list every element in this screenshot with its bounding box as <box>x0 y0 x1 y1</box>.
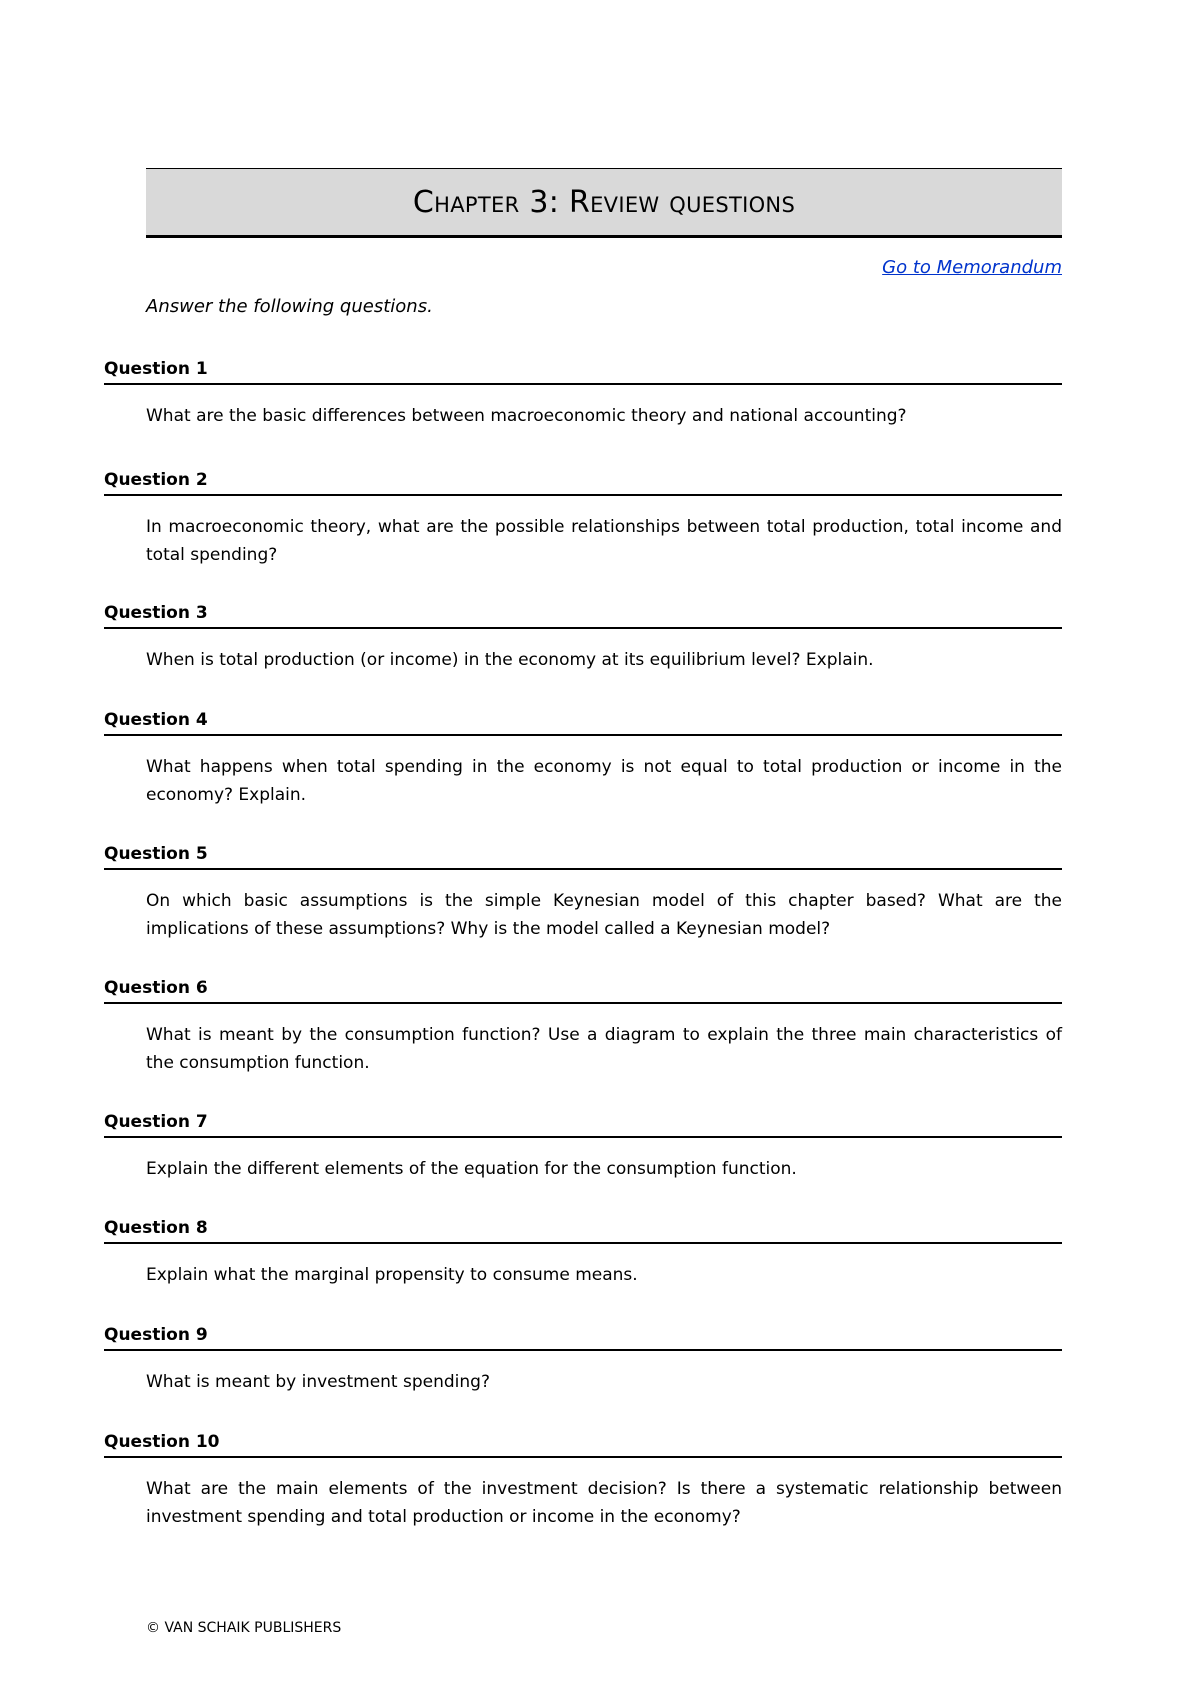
chapter-title-banner <box>146 168 1062 238</box>
question-block-3 <box>104 602 1062 674</box>
question-block-1 <box>104 358 1062 430</box>
question-text: What are the main elements of the investment decision? Is there a systematic relationship between investment spending and total production or income in the economy? <box>146 1479 1062 1527</box>
question-heading: Question 4 <box>104 709 1062 736</box>
instruction-text: Answer the following questions. <box>146 296 433 317</box>
question-text: What happens when total spending in the economy is not equal to total production or income in the economy? Explain. <box>146 757 1062 805</box>
question-heading: Question 1 <box>104 358 1062 385</box>
question-block-10 <box>104 1431 1062 1531</box>
copyright-footer: © VAN SCHAIK PUBLISHERS <box>146 1620 342 1636</box>
question-heading: Question 3 <box>104 602 1062 629</box>
question-text: On which basic assumptions is the simple Keynesian model of this chapter based? What are the implications of these assumptions? Why is the model called a Keynesian model? <box>146 891 1062 939</box>
question-text: Explain the different elements of the equation for the consumption function. <box>146 1159 797 1179</box>
question-heading: Question 10 <box>104 1431 1062 1458</box>
question-text: What is meant by the consumption function? Use a diagram to explain the three main characteristics of the consumption function. <box>146 1025 1062 1073</box>
question-block-8 <box>104 1217 1062 1289</box>
question-text: In macroeconomic theory, what are the possible relationships between total production, total income and total spending? <box>146 517 1062 565</box>
question-text: What is meant by investment spending? <box>146 1372 490 1392</box>
question-text: What are the basic differences between macroeconomic theory and national accounting? <box>146 406 907 426</box>
question-text: Explain what the marginal propensity to consume means. <box>146 1265 638 1285</box>
question-heading: Question 9 <box>104 1324 1062 1351</box>
question-text: When is total production (or income) in the economy at its equilibrium level? Explain. <box>146 650 874 670</box>
question-heading: Question 7 <box>104 1111 1062 1138</box>
question-heading: Question 8 <box>104 1217 1062 1244</box>
go-to-memorandum-link[interactable]: Go to Memorandum <box>882 257 1062 278</box>
question-heading: Question 2 <box>104 469 1062 496</box>
question-block-7 <box>104 1111 1062 1183</box>
question-block-6 <box>104 977 1062 1077</box>
question-block-9 <box>104 1324 1062 1396</box>
question-block-5 <box>104 843 1062 943</box>
question-block-4 <box>104 709 1062 809</box>
question-block-2 <box>104 469 1062 569</box>
question-heading: Question 5 <box>104 843 1062 870</box>
question-heading: Question 6 <box>104 977 1062 1004</box>
chapter-title: Chapter 3: Review questions <box>412 184 796 220</box>
